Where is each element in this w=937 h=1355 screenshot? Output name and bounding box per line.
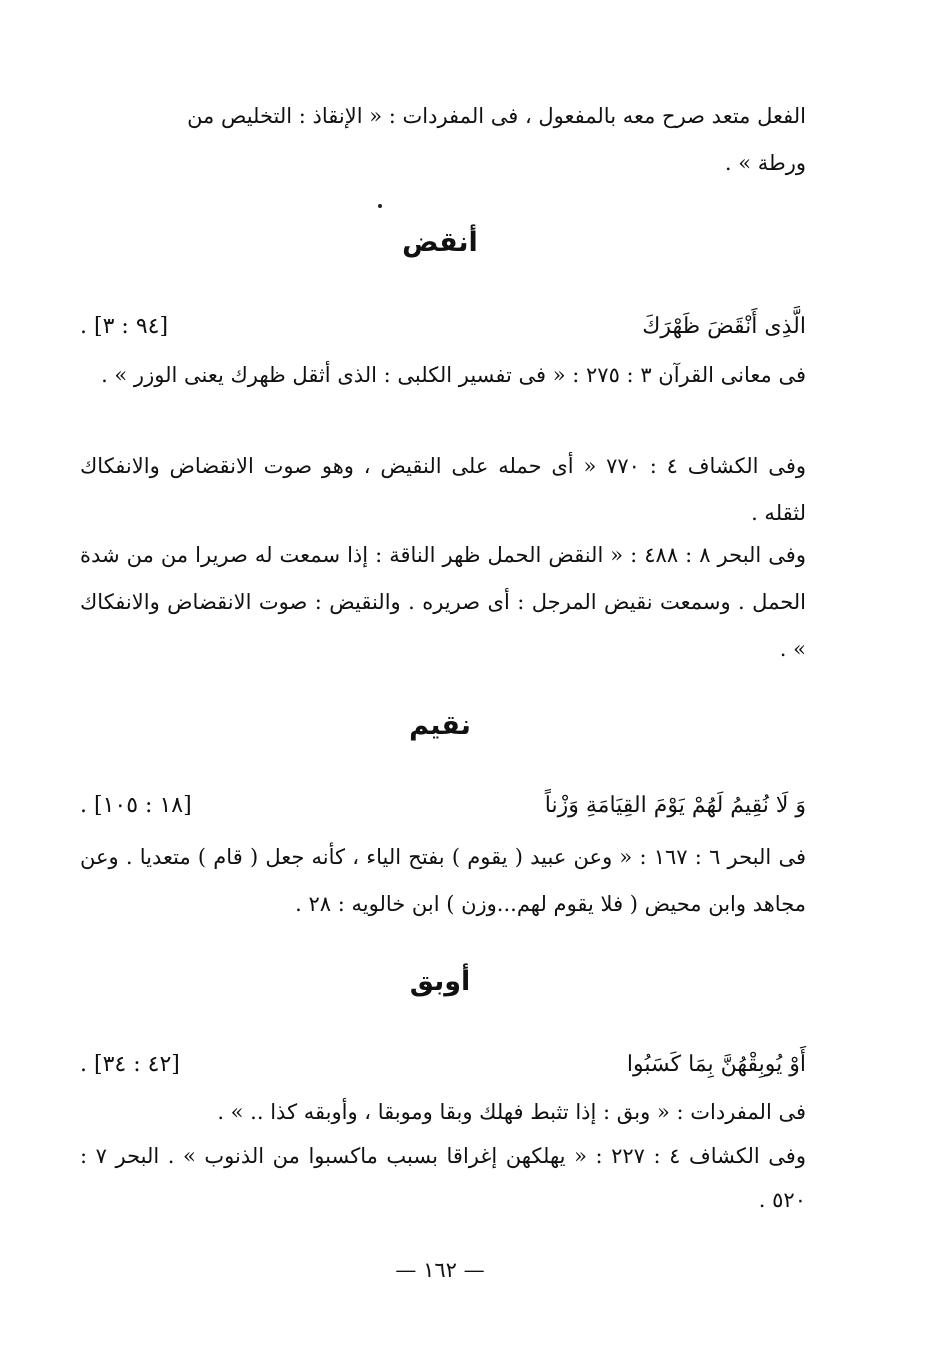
decorative-dot (378, 204, 382, 208)
verse-row (80, 784, 806, 828)
quran-verse: الَّذِى أَنْقَضَ ظَهْرَكَ (642, 314, 806, 339)
verse-row (80, 1043, 806, 1087)
entry-heading: نقيم (409, 710, 471, 741)
paragraph: فى معانى القرآن ٣ : ٢٧٥ : « فى تفسير الكلبى : الذى أثقل ظهرك يعنى الوزر » . (101, 363, 806, 387)
entry-heading: أوبق (409, 966, 471, 997)
intro-line-2: ورطة » . (724, 151, 806, 175)
paragraph: فى البحر ٦ : ١٦٧ : « وعن عبيد ( يقوم ) بفتح الياء ، كأنه جعل ( قام ) متعديا . وعن مجاهد وابن محيض ( فلا يقوم لهم...وزن ) ابن خالويه : ٢٨ . (80, 845, 806, 916)
quran-verse: أَوْ يُوبِقْهُنَّ بِمَا كَسَبُوا (626, 1052, 806, 1077)
paragraph: وفى البحر ٨ : ٤٨٨ : « النقض الحمل ظهر الناقة : إذا سمعت له صريرا من من شدة الحمل . وسمعت نقيض المرجل : أى صريره . والنقيض : صوت الانقضاض والانفكاك » . (80, 543, 806, 661)
paragraph: فى المفردات : « وبق : إذا تثبط فهلك وبقا وموبقا ، وأوبقه كذا .. » . (217, 1100, 806, 1124)
intro-line-1: الفعل متعد صرح معه بالمفعول ، فى المفردات : « الإنقاذ : التخليص من (187, 104, 806, 128)
verse-reference: [١٨ : ١٠٥] . (80, 793, 192, 818)
verse-reference: [٩٤ : ٣] . (80, 314, 169, 339)
verse-row (80, 305, 806, 349)
verse-reference: [٤٢ : ٣٤] . (80, 1052, 180, 1077)
entry-heading: أنقض (402, 227, 478, 258)
paragraph: وفى الكشاف ٤ : ٧٧٠ « أى حمله على النقيض ، وهو صوت الانقضاض والانفكاك لثقله . (80, 454, 806, 525)
paragraph: وفى الكشاف ٤ : ٢٢٧ : « يهلكهن إغراقا بسبب ماكسبوا من الذنوب » . البحر ٧ : ٥٢٠ . (80, 1144, 806, 1212)
page-number: — ١٦٢ — (395, 1258, 485, 1282)
quran-verse: وَ لَا نُقِيمُ لَهُمْ يَوْمَ القِيَامَةِ وَزْناً (544, 793, 806, 818)
